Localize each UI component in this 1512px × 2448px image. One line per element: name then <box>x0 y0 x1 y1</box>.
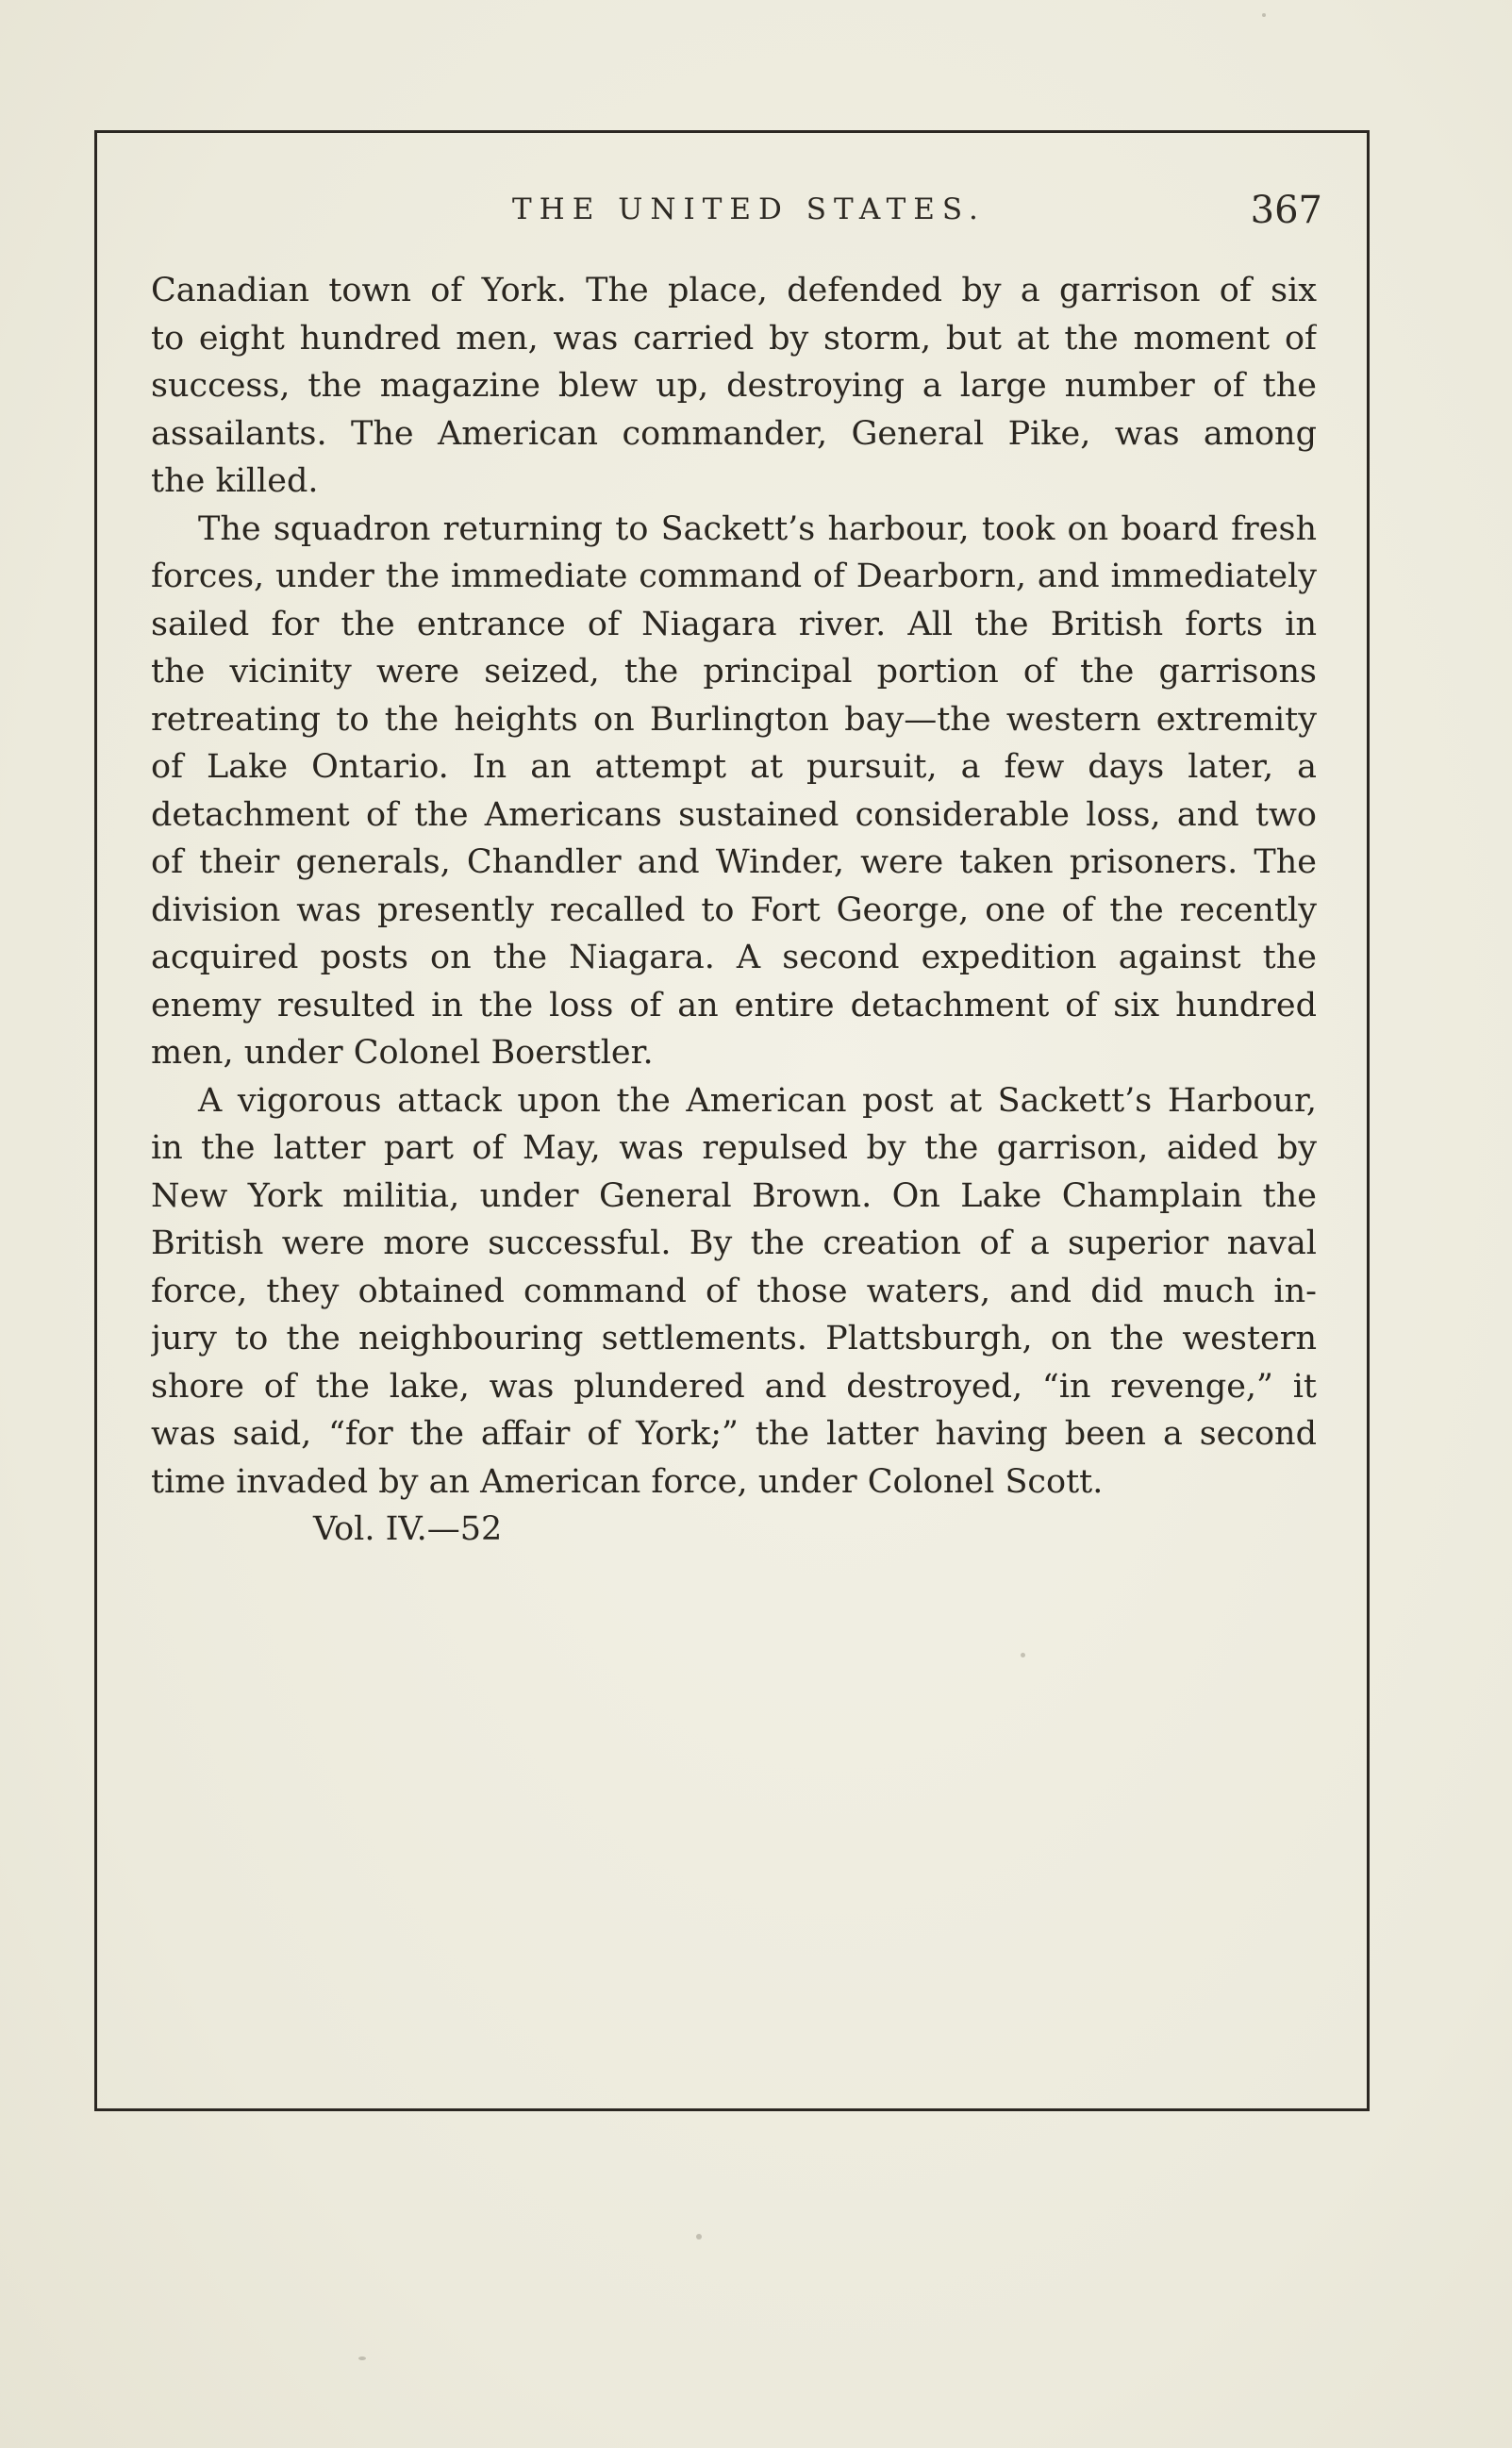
text-line: enemy resulted in the loss of an entire detachment of six hundred <box>151 986 1317 1024</box>
text-line: assailants. The American commander, General Pike, was among <box>151 414 1317 453</box>
running-title: THE UNITED STATES. <box>512 192 986 226</box>
text-line: New York militia, under General Brown. On Lake Champlain the <box>151 1176 1317 1215</box>
text-line: acquired posts on the Niagara. A second expedition against the <box>151 939 1317 976</box>
text-line: shore of the lake, was plundered and destroyed, “in revenge,” it <box>151 1367 1317 1406</box>
text-line: to eight hundred men, was carried by storm, but at the moment of <box>151 319 1317 358</box>
text-line: was said, “for the affair of York;” the latter having been a second <box>151 1415 1317 1453</box>
text-line: force, they obtained command of those waters, and did much in- <box>151 1272 1317 1310</box>
signature-mark: Vol. IV.—52 <box>313 1510 503 1548</box>
text-line: of their generals, Chandler and Winder, were taken prisoners. The <box>151 843 1317 881</box>
text-line: A vigorous attack upon the American post at Sackett’s Harbour, <box>198 1081 1317 1120</box>
text-line: forces, under the immediate command of Dearborn, and immediately <box>151 558 1317 595</box>
paper-speck <box>696 2234 702 2240</box>
text-line: success, the magazine blew up, destroying a large number of the <box>151 367 1317 405</box>
text-line: detachment of the Americans sustained considerable loss, and two <box>151 795 1317 834</box>
text-line: men, under Colonel Boerstler. <box>151 1034 654 1072</box>
page-number: 367 <box>1250 189 1322 232</box>
text-line: retreating to the heights on Burlington bay—the western extremity <box>151 700 1317 739</box>
text-line: Canadian town of York. The place, defended by a garrison of six <box>151 272 1317 309</box>
paper-speck <box>358 2356 366 2360</box>
text-line: time invaded by an American force, under Colonel Scott. <box>151 1462 1104 1501</box>
body-text <box>151 267 1317 1554</box>
paper-speck <box>1021 1653 1025 1657</box>
text-line: division was presently recalled to Fort George, one of the recently <box>151 891 1317 929</box>
text-line: sailed for the entrance of Niagara river. All the British forts in <box>151 605 1317 643</box>
running-head <box>94 189 1370 245</box>
text-line: The squadron returning to Sackett’s harbour, took on board fresh <box>198 509 1317 548</box>
text-line: in the latter part of May, was repulsed by the garrison, aided by <box>151 1129 1317 1167</box>
text-line: of Lake Ontario. In an attempt at pursuit, a few days later, a <box>151 748 1317 786</box>
text-line: the killed. <box>151 462 319 500</box>
text-line: the vicinity were seized, the principal portion of the garrisons <box>151 653 1317 691</box>
paper-speck <box>1262 13 1266 17</box>
text-line: British were more successful. By the creation of a superior naval <box>151 1224 1317 1262</box>
text-line: jury to the neighbouring settlements. Plattsburgh, on the western <box>151 1320 1317 1357</box>
